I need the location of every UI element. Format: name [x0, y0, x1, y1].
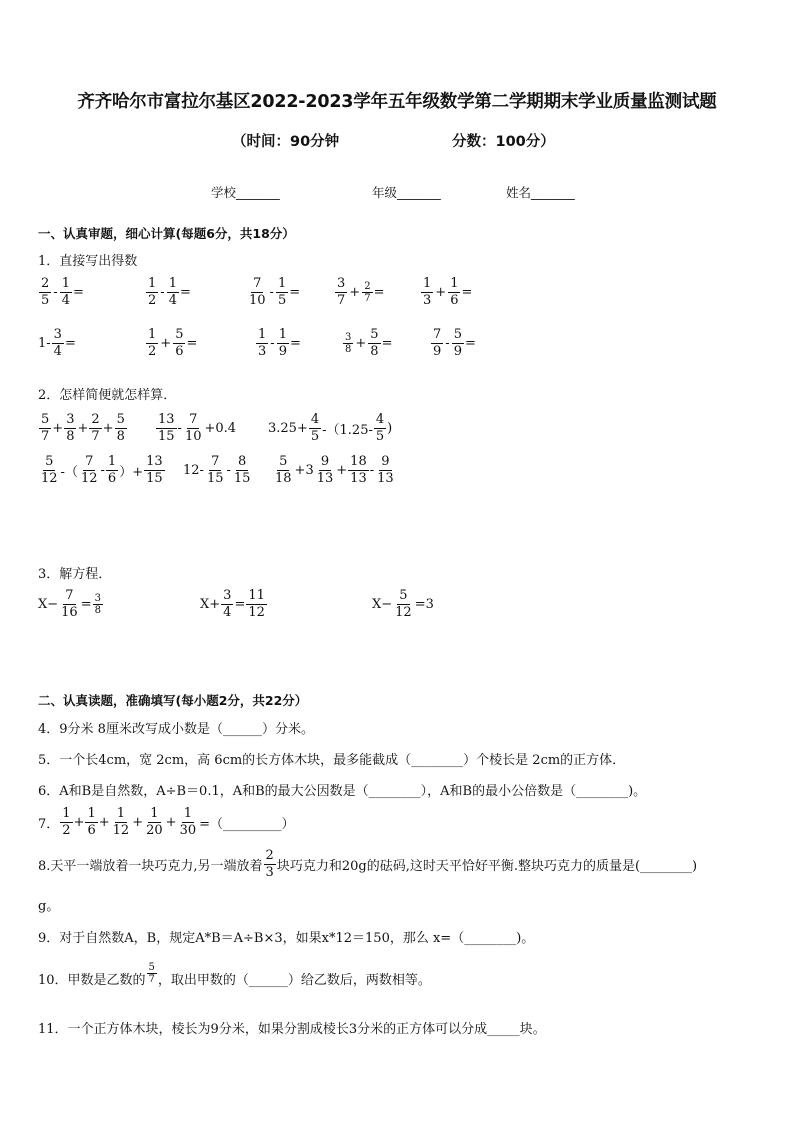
question-10-part1: 10．甲数是乙数的	[38, 973, 146, 988]
question-2: 2．怎样简便就怎样算．	[38, 388, 177, 403]
question-7: 7． 1 2 + $\frac{1}{6}$ + $\frac{1}{12}$ + $\frac{1}{20}$ + $\frac{1}{30}$ =（_________）	[38, 806, 295, 838]
school-field: 学校_______	[211, 185, 280, 200]
exam-time: （时间：90分钟	[232, 134, 340, 150]
question-1: 1．直接写出得数	[38, 254, 138, 269]
question-11: 11．一个正方体木块，棱长为9分米，如果分割成棱长3分米的正方体可以分成_____块。	[38, 1022, 546, 1037]
question-4: 4．9分米 8厘米改写成小数是（______）分米。	[38, 722, 314, 737]
grade-field: 年级_______	[372, 185, 441, 200]
question-3: 3．解方程．	[38, 567, 112, 582]
question-8-part2: 块巧克力和20g的砝码,这时天平恰好平衡.整块巧克力的质量是(________)	[276, 859, 698, 874]
calc-2a: 5 7 + $\frac{3}{8}$ + $\frac{2}{7}$ + $\frac{5}{8}$	[41, 412, 125, 444]
calc-2c: 3.25+ $\frac{4}{5}$ -（1.25- 4 5 )	[268, 412, 393, 444]
calc-2e: 12- 7 15 - 8 15	[183, 454, 251, 486]
calc-2f: 5 18 +3 9 13 + $\frac{18}{13}$ - 9 13	[275, 454, 394, 486]
section1-heading: 一、认真审题，细心计算(每题6分，共18分）	[38, 226, 295, 241]
question-10: 10．甲数是乙数的 5 7 ，取出甲数的（______）给乙数后，两数相等。	[38, 962, 431, 988]
section2-heading: 二、认真读题，准确填写(每小题2分，共22分）	[38, 693, 308, 708]
calc-1c: 7 10 - $\frac{1}{5}$ =	[249, 276, 301, 308]
question-8-unit: g。	[38, 899, 60, 914]
calc-2b: 13 15 - 7 10 +0.4	[158, 412, 237, 444]
calc-1d: 3 7 + $\frac{2}{7}$ =	[337, 276, 385, 308]
calc-1h: 1 3 - $\frac{1}{9}$ =	[258, 327, 301, 359]
equation-3c: X− $\frac{5}{12}$ =3	[372, 588, 434, 620]
question-6: 6．A和B是自然数，A÷B＝0.1，A和B的最大公因数是（________），A和B的最小公倍数是（________)。	[38, 784, 647, 799]
exam-score: 分数：100分）	[452, 134, 555, 150]
calc-1b: 1 2 - $\frac{1}{4}$ =	[148, 276, 191, 308]
calc-1a: 2 5 - $\frac{1}{4}$ =	[41, 276, 84, 308]
question-8: 8.天平一端放着一块巧克力,另一端放着 2 3 块巧克力和20g的砝码,这时天平恰好平衡.整块巧克力的质量是(________)	[38, 848, 698, 880]
calc-1j: 7 9 - $\frac{5}{9}$ =	[433, 327, 476, 359]
page-title: 齐齐哈尔市富拉尔基区2022-2023学年五年级数学第二学期期末学业质量监测试题	[77, 92, 717, 112]
question-7-label: 7．	[38, 817, 60, 832]
calc-1g: 1 2 + $\frac{5}{6}$ =	[148, 327, 198, 359]
equation-3b: X+ $\frac{3}{4}$ = $\frac{11}{12}$	[200, 588, 265, 620]
question-10-part2: ，取出甲数的（______）给乙数后，两数相等。	[157, 973, 431, 988]
question-8-part1: 8.天平一端放着一块巧克力,另一端放着	[38, 859, 263, 874]
calc-1f: 1- $\frac{3}{4}$ =	[38, 327, 76, 359]
equation-3a: X− $\frac{7}{16}$ = $\frac{3}{8}$	[38, 588, 101, 620]
question-7-answer: =（_________）	[199, 817, 295, 832]
calc-1i: 3 8 + $\frac{5}{8}$ =	[345, 327, 393, 359]
calc-2d: 5 12 -（ 7 12 - 1 6 ）+ $\frac{13}{15}$	[41, 454, 163, 486]
question-9: 9．对于自然数A，B，规定A*B＝A÷B×3，如果x*12＝150，那么 x=（________)。	[38, 931, 535, 946]
name-field: 姓名_______	[506, 185, 575, 200]
question-5: 5．一个长4cm，宽 2cm，高 6cm的长方体木块，最多能截成（________）个棱长是 2cm的正方体．	[38, 753, 626, 768]
calc-1e: 1 3 + $\frac{1}{6}$ =	[423, 276, 473, 308]
